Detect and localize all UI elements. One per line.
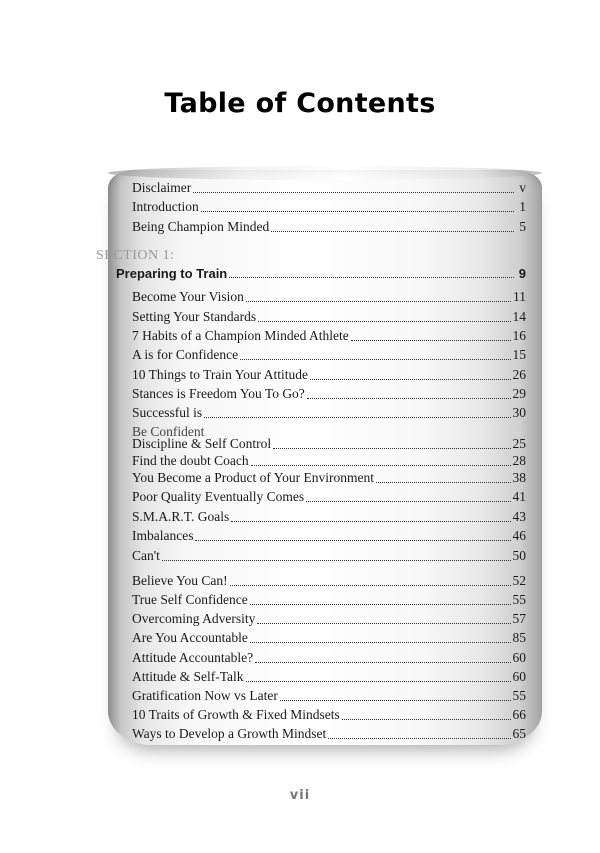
toc-entry-page: 26 (512, 367, 526, 382)
toc-section-heading (116, 266, 526, 281)
dot-leader (342, 719, 511, 720)
toc-entry (132, 707, 526, 723)
toc-entry-page: 16 (512, 328, 526, 343)
toc-entry-label: True Self Confidence (132, 592, 248, 607)
toc-entry (132, 528, 526, 544)
toc-entry-page: 57 (512, 611, 526, 626)
dot-leader (376, 482, 511, 483)
toc-entry-page: 60 (512, 650, 526, 665)
toc-entry-page: 55 (512, 592, 526, 607)
dot-leader (255, 662, 510, 663)
toc-entry (132, 470, 526, 486)
toc-entry-page: 55 (512, 688, 526, 703)
toc-entry (132, 386, 526, 402)
toc-entry-label: Introduction (132, 199, 199, 214)
dot-leader (250, 642, 511, 643)
toc-entry (132, 630, 526, 646)
toc-entry-label: Attitude Accountable? (132, 650, 254, 665)
toc-entry-page: 60 (512, 669, 526, 684)
dot-leader (193, 192, 514, 193)
dot-leader (271, 231, 514, 232)
toc-entry-label: Disclaimer (132, 180, 192, 195)
page-title: Table of Contents (164, 88, 436, 119)
toc-entry (132, 650, 526, 666)
toc-entry (132, 726, 526, 742)
toc-entry-label: Ways to Develop a Growth Mindset (132, 726, 327, 741)
toc-entry-label: Poor Quality Eventually Comes (132, 489, 305, 504)
toc-entry (132, 347, 526, 363)
toc-entry (132, 199, 526, 215)
toc-entry-label: Discipline & Self Control (132, 436, 272, 451)
toc-entry (132, 669, 526, 685)
toc-entry-label: Attitude & Self-Talk (132, 669, 244, 684)
toc-entry-page: 25 (512, 436, 526, 451)
toc-entry-label: 10 Traits of Growth & Fixed Mindsets (132, 707, 340, 722)
toc-entry (132, 180, 526, 196)
toc-entry (132, 367, 526, 383)
toc-entry-label: Believe You Can! (132, 573, 228, 588)
toc-entry-label: Find the doubt Coach (132, 453, 249, 468)
toc-entry (132, 489, 526, 505)
dot-leader (280, 700, 511, 701)
toc-entry-page: 11 (513, 289, 526, 304)
toc-entry-label: 7 Habits of a Champion Minded Athlete (132, 328, 349, 343)
toc-entry (132, 289, 526, 305)
dot-leader (273, 448, 510, 449)
toc-entry-label: 10 Things to Train Your Attitude (132, 367, 309, 382)
toc-entry-page: v (519, 180, 526, 195)
overlapping-entry-text: Be Confident (132, 424, 205, 439)
toc-entry (132, 573, 526, 589)
dot-leader (246, 301, 511, 302)
section-label: SECTION 1: (96, 248, 175, 263)
dot-leader (328, 738, 510, 739)
toc-entry-label: Are You Accountable (132, 630, 248, 645)
toc-entry-page: 28 (512, 453, 526, 468)
toc-entry-page: 29 (512, 386, 526, 401)
toc-entry-page: 5 (519, 219, 526, 234)
toc-entry-page: 41 (512, 489, 526, 504)
toc-entry-label: Successful is (132, 405, 203, 420)
dot-leader (204, 417, 510, 418)
toc-entry-label: Can't (132, 548, 160, 563)
dot-leader (201, 211, 514, 212)
toc-entry-page: 46 (512, 528, 526, 543)
toc-entry (132, 219, 526, 235)
mug-rim (108, 166, 542, 180)
dot-leader (307, 398, 511, 399)
toc-entry (132, 453, 526, 469)
dot-leader (231, 521, 510, 522)
dot-leader (310, 379, 510, 380)
toc-entry-label: Preparing to Train (116, 266, 228, 281)
toc-entry-label: Gratification Now vs Later (132, 688, 278, 703)
toc-entry-page: 38 (512, 470, 526, 485)
toc-entry-label: Overcoming Adversity (132, 611, 256, 626)
toc-entry-page: 52 (512, 573, 526, 588)
toc-entry-label: Setting Your Standards (132, 309, 257, 324)
dot-leader (351, 340, 511, 341)
toc-entry-page: 14 (512, 309, 526, 324)
toc-entry (132, 328, 526, 344)
toc-entry-label: You Become a Product of Your Environment (132, 470, 374, 485)
toc-entry-page: 85 (512, 630, 526, 645)
toc-entry (132, 548, 526, 564)
dot-leader (229, 277, 514, 278)
dot-leader (257, 623, 510, 624)
toc-entry-label: Imbalances (132, 528, 194, 543)
toc-entry-label: S.M.A.R.T. Goals (132, 509, 230, 524)
toc-entry (132, 592, 526, 608)
toc-entry-page: 9 (518, 266, 526, 281)
dot-leader (258, 321, 510, 322)
dot-leader (250, 604, 511, 605)
dot-leader (306, 501, 510, 502)
toc-entry (132, 436, 526, 452)
toc-entry (132, 405, 526, 421)
dot-leader (162, 560, 511, 561)
dot-leader (230, 585, 511, 586)
toc-entry-page: 66 (512, 707, 526, 722)
toc-entry-label: Being Champion Minded (132, 219, 270, 234)
toc-entry-page: 50 (512, 548, 526, 563)
toc-entry-label: Stances is Freedom You To Go? (132, 386, 305, 401)
toc-entry-page: 65 (512, 726, 526, 741)
toc-entry-page: 15 (512, 347, 526, 362)
toc-entry-page: 30 (512, 405, 526, 420)
toc-entry-label: A is for Confidence (132, 347, 239, 362)
dot-leader (240, 359, 510, 360)
toc-entry (132, 309, 526, 325)
page-number: vii (289, 788, 311, 803)
dot-leader (195, 540, 510, 541)
toc-entry-page: 1 (519, 199, 526, 214)
toc-entry-page: 43 (512, 509, 526, 524)
toc-entry-label: Become Your Vision (132, 289, 244, 304)
dot-leader (251, 465, 511, 466)
dot-leader (246, 681, 511, 682)
toc-entry (132, 509, 526, 525)
toc-entry (132, 688, 526, 704)
toc-entry (132, 611, 526, 627)
